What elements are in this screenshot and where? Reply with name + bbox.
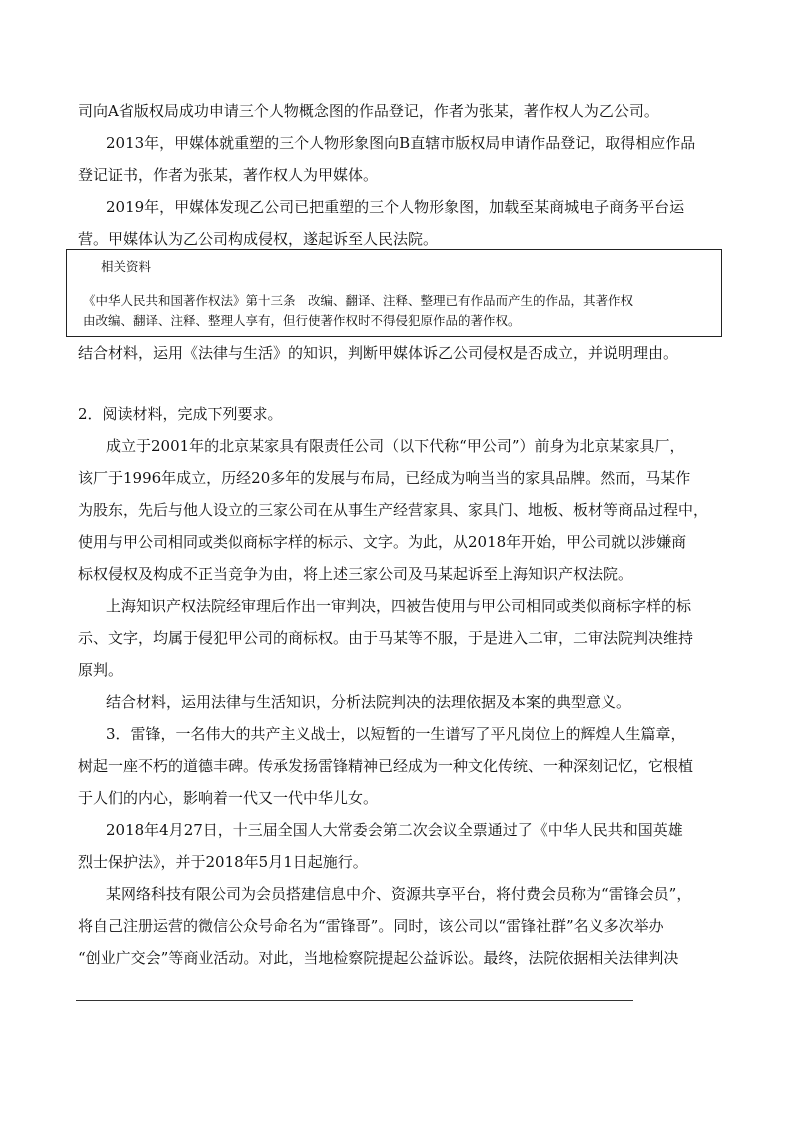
question-3-line: 某网络科技有限公司为会员搭建信息中介、资源共享平台，将付费会员称为“雷锋会员”， <box>106 885 692 903</box>
question-2-line: 成立于2001年的北京某家具有限责任公司（以下代称“甲公司”）前身为北京某家具厂， <box>106 437 685 455</box>
question-3-line: 3．雷锋，一名伟大的共产主义战士，以短暂的一生谱写了平凡岗位上的辉煌人生篇章， <box>106 725 686 743</box>
paragraph-line: 2013年，甲媒体就重塑的三个人物形象图向B直辖市版权局申请作品登记，取得相应作品 <box>106 134 696 152</box>
question-3-line: 树起一座不朽的道德丰碑。传承发扬雷锋精神已经成为一种文化传统、一种深刻记忆，它根植 <box>78 757 694 775</box>
question-3-line: “创业广交会”等商业活动。对此，当地检察院提起公益诉讼。最终，法院依据相关法律判决 <box>78 949 679 967</box>
resource-box-line: 由改编、翻译、注释、整理人享有，但行使著作权时不得侵犯原作品的著作权。 <box>83 313 521 328</box>
question-2-line: 示、文字，均属于侵犯甲公司的商标权。由于马某等不服，于是进入二审，二审法院判决维持 <box>78 629 694 647</box>
paragraph-line: 2019年，甲媒体发现乙公司已把重塑的三个人物形象图，加载至某商城电子商务平台运 <box>106 198 685 216</box>
resource-box-title: 相关资料 <box>101 259 152 274</box>
footer-divider <box>76 1000 633 1001</box>
paragraph-line: 司向A省版权局成功申请三个人物概念图的作品登记，作者为张某，著作权人为乙公司。 <box>78 102 659 120</box>
question-1-task: 结合材料，运用《法律与生活》的知识，判断甲媒体诉乙公司侵权是否成立，并说明理由。 <box>78 344 679 362</box>
question-2-line: 上海知识产权法院经审理后作出一审判决，四被告使用与甲公司相同或类似商标字样的标 <box>106 597 692 615</box>
question-2-line: 该厂于1996年成立，历经20多年的发展与布局，已经成为响当当的家具品牌。然而，马某作 <box>78 469 691 487</box>
question-3-line: 2018年4月27日，十三届全国人大常委会第二次会议全票通过了《中华人民共和国英雄 <box>106 821 683 839</box>
paragraph-line: 登记证书，作者为张某，著作权人为甲媒体。 <box>78 166 379 184</box>
question-3-line: 烈士保护法》，并于2018年5月1日起施行。 <box>78 853 368 871</box>
question-3-line: 将自己注册运营的微信公众号命名为“雷锋哥”。同时，该公司以“雷锋社群”名义多次举办 <box>78 917 664 935</box>
resource-box-line: 《中华人民共和国著作权法》第十三条 改编、翻译、注释、整理已有作品而产生的作品，其著作权 <box>83 293 634 308</box>
paragraph-line: 营。甲媒体认为乙公司构成侵权，遂起诉至人民法院。 <box>78 230 439 248</box>
question-2-line: 原判。 <box>78 661 124 679</box>
question-2-heading: 2．阅读材料，完成下列要求。 <box>78 405 283 423</box>
question-2-line: 标权侵权及构成不正当竞争为由，将上述三家公司及马某起诉至上海知识产权法院。 <box>78 565 634 583</box>
resource-box <box>66 249 722 337</box>
question-2-line: 使用与甲公司相同或类似商标字样的标示、文字。为此，从2018年开始，甲公司就以涉嫌商 <box>78 533 687 551</box>
question-3-line: 于人们的内心，影响着一代又一代中华儿女。 <box>78 789 379 807</box>
question-2-line: 为股东，先后与他人设立的三家公司在从事生产经营家具、家具门、地板、板材等商品过程中， <box>78 501 709 519</box>
question-2-task: 结合材料，运用法律与生活知识，分析法院判决的法理依据及本案的典型意义。 <box>106 693 632 711</box>
